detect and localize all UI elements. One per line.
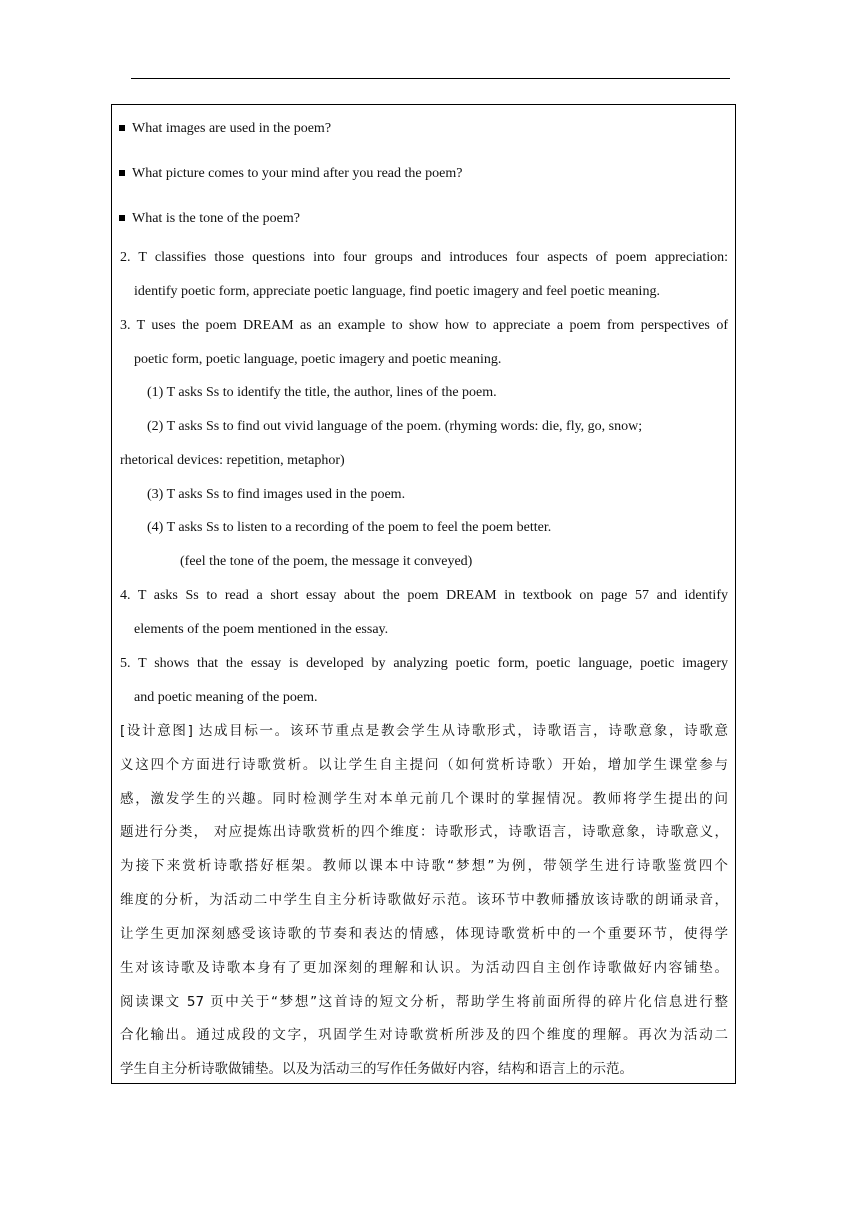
step-4-line-2: elements of the poem mentioned in the essay.	[134, 622, 389, 637]
bullet-marker	[119, 125, 125, 131]
step-2-line-1: 2. T classifies those questions into four groups and introduces four aspects of poem appreciation:	[120, 250, 728, 265]
design-intent-line: 感，激发学生的兴趣。同时检测学生对本单元前几个课时的掌握情况。教师将学生提出的问	[120, 791, 728, 807]
design-intent-line: 维度的分析，为活动二中学生自主分析诗歌做好示范。该环节中教师播放该诗歌的朗诵录音，	[120, 892, 728, 908]
bullet-question: What is the tone of the poem?	[132, 211, 300, 226]
design-intent-line: 阅读课文 57 页中关于“梦想”这首诗的短文分析，帮助学生将前面所得的碎片化信息进行整	[120, 994, 728, 1010]
design-intent-line: 义这四个方面进行诗歌赏析。以让学生自主提问（如何赏析诗歌）开始，增加学生课堂参与	[120, 757, 728, 773]
design-intent-line: 为接下来赏析诗歌搭好框架。教师以课本中诗歌“梦想”为例，带领学生进行诗歌鉴赏四个	[120, 858, 728, 874]
step-5-line-2: and poetic meaning of the poem.	[134, 690, 318, 705]
step-3-substep-4-line-1: (4) T asks Ss to listen to a recording of the poem to feel the poem better.	[147, 520, 552, 535]
design-intent-line: 题进行分类， 对应提炼出诗歌赏析的四个维度：诗歌形式，诗歌语言，诗歌意象，诗歌意义，	[120, 824, 728, 840]
design-intent-line: [设计意图] 达成目标一。该环节重点是教会学生从诗歌形式，诗歌语言，诗歌意象，诗歌意	[120, 723, 728, 739]
step-3-substep-2-line-2: rhetorical devices: repetition, metaphor)	[120, 453, 345, 468]
step-2-line-2: identify poetic form, appreciate poetic language, find poetic imagery and feel poetic meaning.	[134, 284, 660, 299]
design-intent-line: 合化输出。通过成段的文字，巩固学生对诗歌赏析所涉及的四个维度的理解。再次为活动二	[120, 1027, 728, 1043]
step-4-line-1: 4. T asks Ss to read a short essay about the poem DREAM in textbook on page 57 and identify	[120, 588, 728, 603]
step-3-line-2: poetic form, poetic language, poetic imagery and poetic meaning.	[134, 352, 502, 367]
step-5-line-1: 5. T shows that the essay is developed by analyzing poetic form, poetic language, poetic imagery	[120, 656, 728, 671]
step-3-substep-4-line-2: (feel the tone of the poem, the message it conveyed)	[180, 554, 473, 569]
bullet-question: What picture comes to your mind after you read the poem?	[132, 166, 463, 181]
design-intent-line: 生对该诗歌及诗歌本身有了更加深刻的理解和认识。为活动四自主创作诗歌做好内容铺垫。	[120, 960, 728, 976]
bullet-marker	[119, 215, 125, 221]
step-3-substep-3: (3) T asks Ss to find images used in the poem.	[147, 487, 406, 502]
bullet-question: What images are used in the poem?	[132, 121, 332, 136]
step-3-substep-1: (1) T asks Ss to identify the title, the author, lines of the poem.	[147, 385, 497, 400]
step-3-line-1: 3. T uses the poem DREAM as an example to show how to appreciate a poem from perspectives of	[120, 318, 728, 333]
bullet-marker	[119, 170, 125, 176]
page-header-rule	[131, 78, 730, 79]
step-3-substep-2-line-1: (2) T asks Ss to find out vivid language of the poem. (rhyming words: die, fly, go, snow;	[147, 419, 643, 434]
design-intent-line: 让学生更加深刻感受该诗歌的节奏和表达的情感，体现诗歌赏析中的一个重要环节，使得学	[120, 926, 728, 942]
design-intent-line: 学生自主分析诗歌做铺垫。以及为活动三的写作任务做好内容，结构和语言上的示范。	[120, 1061, 633, 1077]
